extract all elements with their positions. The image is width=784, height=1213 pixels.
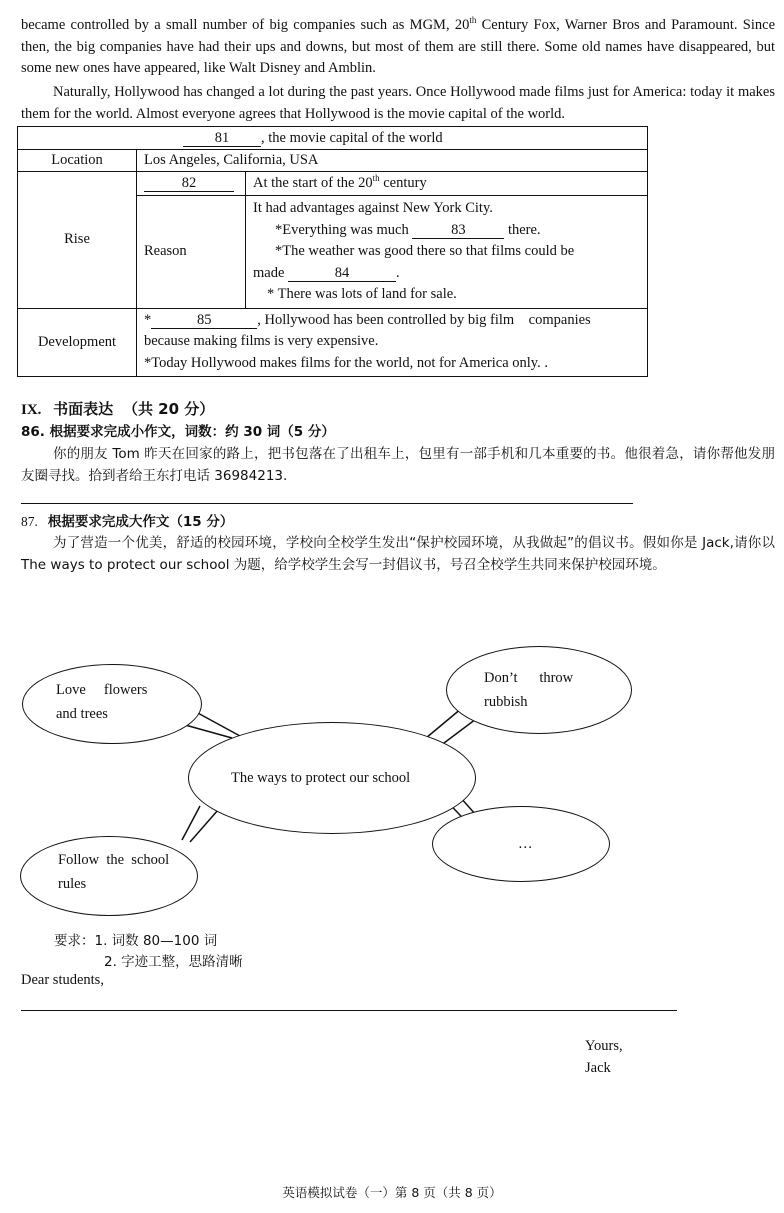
section-heading: IX. 书面表达 （共 20 分） — [21, 400, 215, 418]
reason-label: Reason — [137, 196, 246, 309]
requirements-item-1: 要求：1. 词数 80—100 词 — [54, 933, 218, 949]
bubble-rubbish-line2: rubbish — [484, 694, 528, 710]
page-footer: 英语模拟试卷（一）第 8 页（共 8 页） — [282, 1185, 502, 1200]
q86-body: 你的朋友 Tom 昨天在回家的路上，把书包落在了出租车上，包里有一部手机和几本重要的书。他很着急，请你帮他发朋友圈寻找。拾到者给王东打电话 36984213. — [21, 446, 775, 484]
bubble-dont-throw-rubbish — [446, 646, 632, 734]
bubble-follow-rules-line1: Follow the school — [58, 852, 170, 868]
passage-paragraph-2: Naturally, Hollywood has changed a lot during the past years. Once Hollywood made films just for America: today it makes them for the world. Almost everyone agrees that Hollywood is the movie capital of the world. — [21, 84, 775, 122]
letter-closing: Yours, — [585, 1038, 623, 1054]
rise-time-text: At the start of the 20th century — [246, 172, 648, 196]
bubble-rubbish-line1: Don’t throw — [484, 670, 574, 686]
blank-83[interactable]: 83 — [412, 223, 504, 239]
location-value: Los Angeles, California, USA — [137, 150, 648, 172]
bubble-center-text: The ways to protect our school — [231, 770, 411, 786]
passage-paragraph-1: became controlled by a small number of big companies such as MGM, 20th Century Fox, Warner Bros and Paramount. Since then, the big companies have had their ups and downs, but most of them are still there. Some old names have disappeared, but some new ones have appeared, like Walt Disney and Amblin. — [21, 15, 776, 76]
letter-signature: Jack — [585, 1060, 611, 1076]
bubble-more-text: … — [518, 836, 533, 852]
table-title-row: 81 , the movie capital of the world — [18, 127, 648, 150]
blank-85[interactable]: 85 — [151, 313, 257, 329]
q87-title: 87. 根据要求完成大作文（15 分） — [21, 514, 234, 530]
letter-answer-line — [21, 1010, 677, 1011]
hollywood-table — [17, 126, 648, 377]
bubble-love-flowers-line2: and trees — [56, 706, 108, 722]
reason-text: It had advantages against New York City. *Everything was much 83 there. *The weather was good there so that films could be made 84 . * There was lots of land for sale. — [246, 196, 648, 309]
location-label: Location — [18, 150, 137, 172]
q87-body: 为了营造一个优美，舒适的校园环境，学校向全校学生发出“保护校园环境，从我做起”的倡议书。假如你是 Jack,请你以 The ways to protect our school 为题，给学校学生会写一封倡议书，号召全校学生共同来保护校园环境。 — [21, 535, 775, 573]
rise-time-blank-cell — [137, 172, 246, 196]
bubble-follow-rules-line2: rules — [58, 876, 87, 892]
development-text: * 85 , Hollywood has been controlled by big film companies because making films is very expensive. *Today Hollywood makes films for the world, not for America only. . — [137, 308, 648, 376]
development-label: Development — [18, 308, 137, 376]
blank-82[interactable]: 82 — [144, 176, 234, 192]
q86-title: 86. 根据要求完成小作文，词数：约 30 词（5 分） — [21, 424, 335, 440]
blank-81[interactable]: 81 — [183, 131, 261, 147]
blank-84[interactable]: 84 — [288, 266, 396, 282]
bubble-love-flowers — [22, 664, 202, 744]
requirements-item-2: 2. 字迹工整，思路清晰 — [104, 954, 243, 970]
letter-greeting: Dear students, — [21, 972, 104, 988]
bubble-love-flowers-line1: Love flowers — [56, 682, 148, 698]
q86-answer-line — [21, 503, 633, 504]
rise-label: Rise — [18, 172, 137, 309]
